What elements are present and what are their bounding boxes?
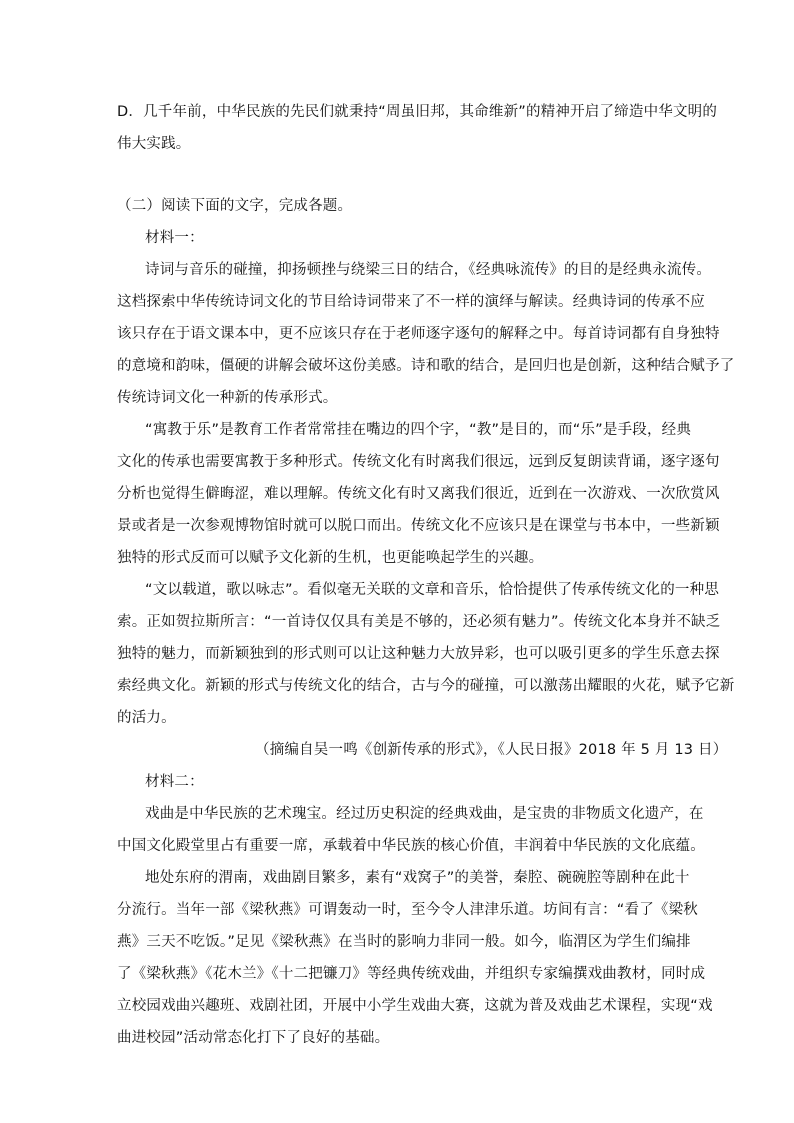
material-1-label: 材料一： — [145, 230, 204, 246]
section-heading: （二）阅读下面的文字，完成各题。 — [117, 198, 353, 214]
material-1-source: （摘编自吴一鸣《创新传承的形式》，《人民日报》2018 年 5 月 13 日） — [255, 742, 728, 758]
material-1-p1-line-4: 的意境和韵味，僵硬的讲解会破坏这份美感。诗和歌的结合，是回归也是创新，这种结合赋予了 — [117, 358, 735, 374]
option-d-line-2: 伟大实践。 — [117, 136, 191, 152]
material-1-p3-line-1: “文以载道，歌以咏志”。看似毫无关联的文章和音乐，恰恰提供了传承传统文化的一种思 — [145, 582, 720, 598]
material-2-p2-line-5: 立校园戏曲兴趣班、戏剧社团，开展中小学生戏曲大赛，这就为普及戏曲艺术课程，实现“戏 — [117, 998, 713, 1014]
material-1-p2-line-2: 文化的传承也需要寓教于多种形式。传统文化有时离我们很远，远到反复朗读背诵，逐字逐句 — [117, 454, 720, 470]
material-2-p2-line-1: 地处东府的渭南，戏曲剧目繁多，素有“戏窝子”的美誉，秦腔、碗碗腔等剧种在此十 — [145, 870, 690, 886]
material-2-p2-line-2: 分流行。当年一部《梁秋燕》可谓轰动一时，至今令人津津乐道。坊间有言：“看了《梁秋 — [117, 902, 699, 918]
option-d-line-1: D．几千年前，中华民族的先民们就秉持“周虽旧邦，其命维新”的精神开启了缔造中华文明的 — [117, 104, 718, 120]
material-1-p1-line-2: 这档探索中华传统诗词文化的节目给诗词带来了不一样的演绎与解读。经典诗词的传承不应 — [117, 294, 705, 310]
material-1-p1-line-1: 诗词与音乐的碰撞，抑扬顿挫与绕梁三日的结合，《经典咏流传》的目的是经典永流传。 — [145, 262, 712, 278]
material-1-p2-line-3: 分析也觉得生僻晦涩，难以理解。传统文化有时又离我们很近，近到在一次游戏、一次欣赏风 — [117, 486, 720, 502]
material-1-p2-line-5: 独特的形式反而可以赋予文化新的生机，也更能唤起学生的兴趣。 — [117, 550, 544, 566]
material-1-p3-line-2: 索。正如贺拉斯所言：“一首诗仅仅具有美是不够的，还必须有魅力”。传统文化本身并不缺乏 — [117, 614, 721, 630]
material-2-p1-line-1: 戏曲是中华民族的艺术瑰宝。经过历史积淀的经典戏曲，是宝贵的非物质文化遗产，在 — [145, 806, 704, 822]
material-1-p1-line-3: 该只存在于语文课本中，更不应该只存在于老师逐字逐句的解释之中。每首诗词都有自身独特 — [117, 326, 720, 342]
material-2-p2-line-3: 燕》三天不吃饭。”足见《梁秋燕》在当时的影响力非同一般。如今，临渭区为学生们编排 — [117, 934, 691, 950]
material-2-p1-line-2: 中国文化殿堂里占有重要一席，承载着中华民族的核心价值，丰润着中华民族的文化底蕴。 — [117, 838, 705, 854]
material-1-p2-line-4: 景或者是一次参观博物馆时就可以脱口而出。传统文化不应该只是在课堂与书本中，一些新颖 — [117, 518, 720, 534]
material-1-p3-line-5: 的活力。 — [117, 710, 176, 726]
material-2-p2-line-4: 了《梁秋燕》《花木兰》《十二把镰刀》等经典传统戏曲，并组织专家编撰戏曲教材，同时成 — [117, 966, 706, 982]
material-1-p3-line-3: 独特的魅力，而新颖独到的形式则可以让这种魅力大放异彩，也可以吸引更多的学生乐意去探 — [117, 646, 720, 662]
material-2-label: 材料二： — [145, 774, 204, 790]
material-2-p2-line-6: 曲进校园”活动常态化打下了良好的基础。 — [117, 1030, 390, 1046]
material-1-p2-line-1: “寓教于乐”是教育工作者常常挂在嘴边的四个字，“教”是目的，而“乐”是手段，经典 — [145, 422, 692, 438]
material-1-p1-line-5: 传统诗词文化一种新的传承形式。 — [117, 390, 338, 406]
material-1-p3-line-4: 索经典文化。新颖的形式与传统文化的结合，古与今的碰撞，可以激荡出耀眼的火花，赋予它新 — [117, 678, 735, 694]
